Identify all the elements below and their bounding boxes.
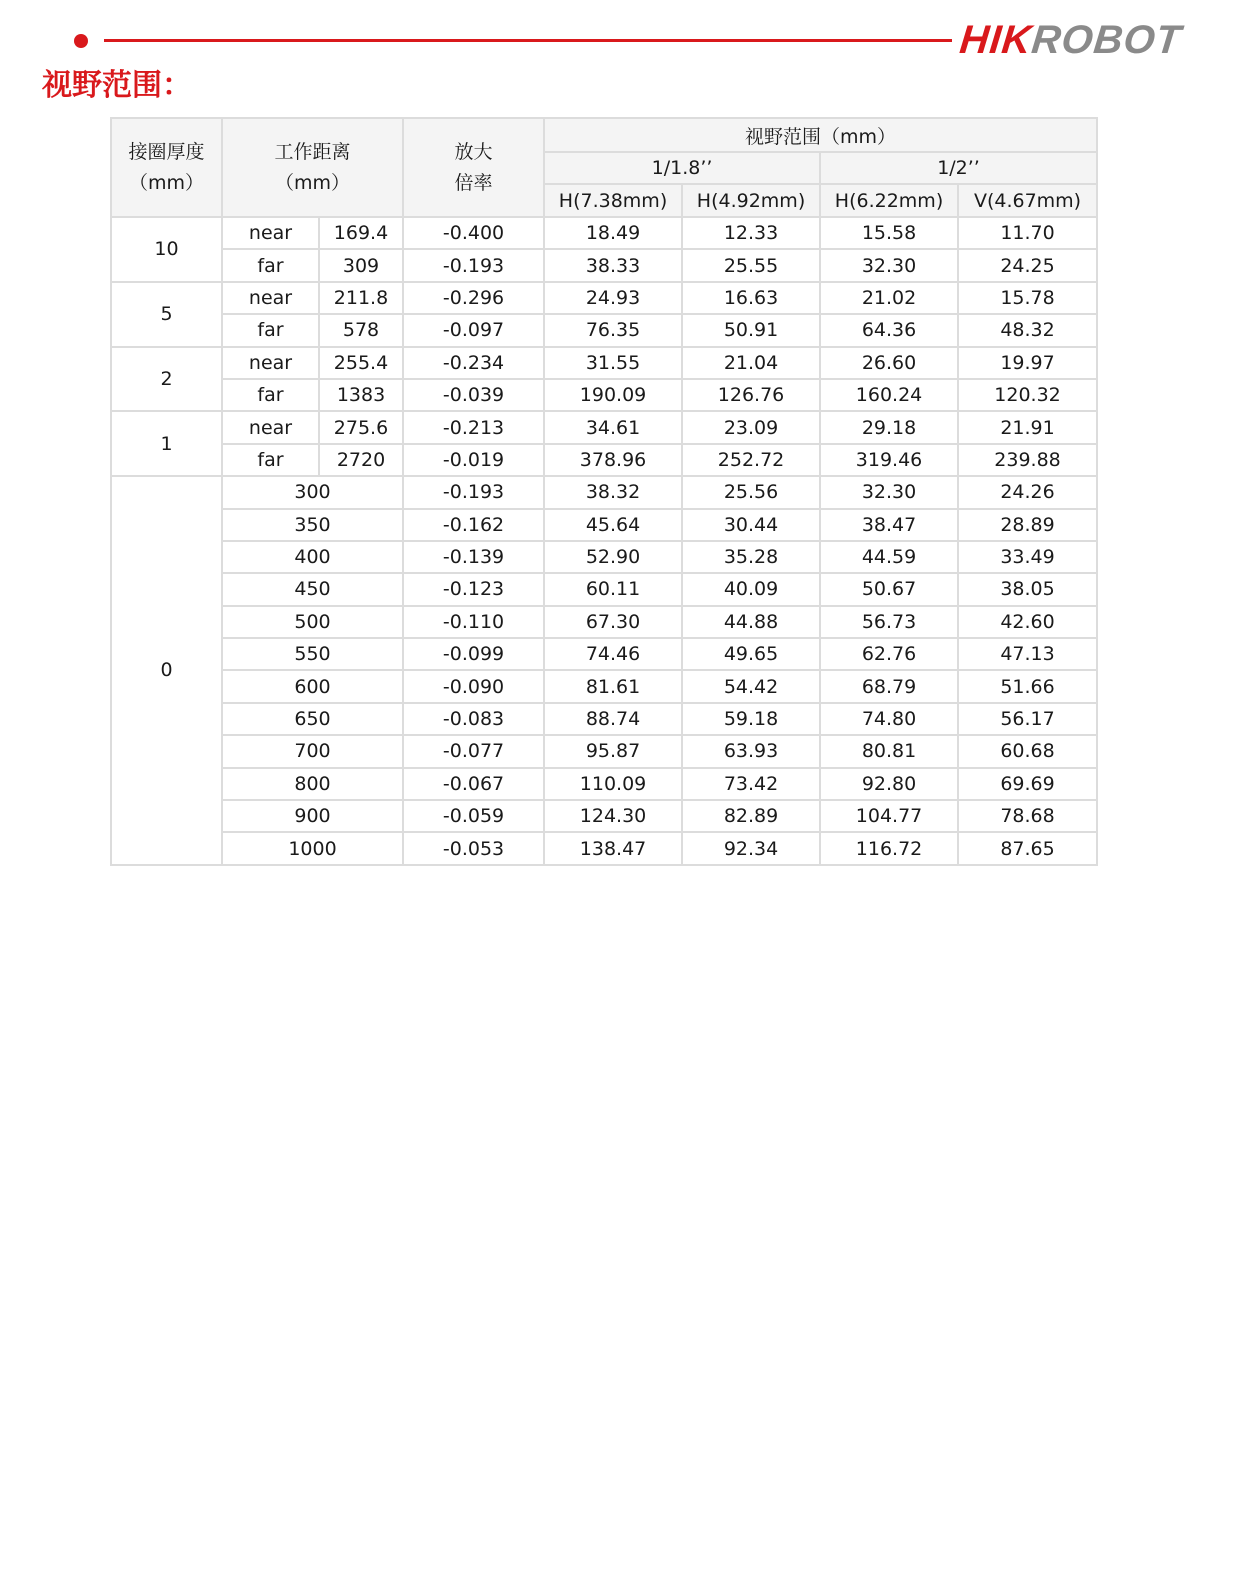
- fov-value-cell: 33.49: [958, 541, 1097, 573]
- fov-value-cell: 21.04: [682, 347, 820, 379]
- fov-value-cell: 190.09: [544, 379, 682, 411]
- position-cell: near: [222, 217, 319, 249]
- header-magnification: [403, 118, 544, 217]
- working-distance-cell: 450: [222, 573, 403, 605]
- magnification-cell: -0.234: [403, 347, 544, 379]
- logo-hik-text: HIK: [957, 18, 1035, 62]
- header-col-h-4.92: H(4.92mm): [682, 184, 820, 217]
- fov-value-cell: 62.76: [820, 638, 958, 670]
- fov-value-cell: 19.97: [958, 347, 1097, 379]
- position-cell: far: [222, 249, 319, 281]
- fov-value-cell: 44.88: [682, 606, 820, 638]
- field-of-view-table: [110, 117, 1098, 866]
- working-distance-cell: 550: [222, 638, 403, 670]
- ring-thickness-cell: 0: [111, 476, 222, 865]
- magnification-cell: -0.059: [403, 800, 544, 832]
- fov-value-cell: 29.18: [820, 411, 958, 443]
- fov-value-cell: 26.60: [820, 347, 958, 379]
- section-title: 视野范围：: [42, 68, 192, 103]
- fov-value-cell: 49.65: [682, 638, 820, 670]
- fov-value-cell: 76.35: [544, 314, 682, 346]
- fov-value-cell: 64.36: [820, 314, 958, 346]
- fov-value-cell: 50.67: [820, 573, 958, 605]
- magnification-cell: -0.099: [403, 638, 544, 670]
- fov-value-cell: 15.78: [958, 282, 1097, 314]
- magnification-cell: -0.039: [403, 379, 544, 411]
- working-distance-cell: 800: [222, 768, 403, 800]
- fov-value-cell: 21.91: [958, 411, 1097, 443]
- working-distance-cell: 309: [319, 249, 403, 281]
- header-sensor-1-2: 1/2’’: [820, 152, 1097, 184]
- magnification-cell: -0.110: [403, 606, 544, 638]
- header-ring-thickness-line1: 接圈厚度: [128, 140, 205, 163]
- fov-value-cell: 15.58: [820, 217, 958, 249]
- fov-value-cell: 92.34: [682, 832, 820, 864]
- fov-value-cell: 35.28: [682, 541, 820, 573]
- working-distance-cell: 350: [222, 509, 403, 541]
- table-row: [111, 703, 1097, 735]
- working-distance-cell: 275.6: [319, 411, 403, 443]
- magnification-cell: -0.139: [403, 541, 544, 573]
- table-row: [111, 573, 1097, 605]
- working-distance-cell: 169.4: [319, 217, 403, 249]
- fov-value-cell: 92.80: [820, 768, 958, 800]
- fov-value-cell: 60.68: [958, 735, 1097, 767]
- fov-value-cell: 67.30: [544, 606, 682, 638]
- position-cell: far: [222, 314, 319, 346]
- fov-value-cell: 69.69: [958, 768, 1097, 800]
- fov-value-cell: 104.77: [820, 800, 958, 832]
- fov-value-cell: 38.32: [544, 476, 682, 508]
- table-row: [111, 314, 1097, 346]
- fov-value-cell: 38.33: [544, 249, 682, 281]
- fov-value-cell: 51.66: [958, 670, 1097, 702]
- fov-value-cell: 74.80: [820, 703, 958, 735]
- header-magnification-line1: 放大: [454, 140, 493, 163]
- fov-value-cell: 60.11: [544, 573, 682, 605]
- fov-value-cell: 28.89: [958, 509, 1097, 541]
- fov-value-cell: 73.42: [682, 768, 820, 800]
- fov-value-cell: 25.55: [682, 249, 820, 281]
- header-working-distance: [222, 118, 403, 217]
- working-distance-cell: 500: [222, 606, 403, 638]
- magnification-cell: -0.162: [403, 509, 544, 541]
- ring-thickness-cell: 10: [111, 217, 222, 282]
- fov-value-cell: 110.09: [544, 768, 682, 800]
- fov-value-cell: 12.33: [682, 217, 820, 249]
- table-body: [111, 217, 1097, 865]
- fov-value-cell: 52.90: [544, 541, 682, 573]
- table-row: [111, 282, 1097, 314]
- ring-thickness-cell: 5: [111, 282, 222, 347]
- working-distance-cell: 650: [222, 703, 403, 735]
- table-row: [111, 638, 1097, 670]
- fov-value-cell: 31.55: [544, 347, 682, 379]
- fov-value-cell: 32.30: [820, 249, 958, 281]
- header-sensor-1-1.8: 1/1.8’’: [544, 152, 820, 184]
- fov-value-cell: 47.13: [958, 638, 1097, 670]
- fov-value-cell: 126.76: [682, 379, 820, 411]
- fov-value-cell: 124.30: [544, 800, 682, 832]
- fov-value-cell: 50.91: [682, 314, 820, 346]
- header-field-of-view: 视野范围（mm）: [544, 118, 1097, 152]
- working-distance-cell: 2720: [319, 444, 403, 476]
- table-row: [111, 832, 1097, 864]
- header-col-v-4.67: V(4.67mm): [958, 184, 1097, 217]
- fov-value-cell: 95.87: [544, 735, 682, 767]
- fov-value-cell: 18.49: [544, 217, 682, 249]
- fov-value-cell: 45.64: [544, 509, 682, 541]
- working-distance-cell: 900: [222, 800, 403, 832]
- fov-value-cell: 25.56: [682, 476, 820, 508]
- fov-value-cell: 59.18: [682, 703, 820, 735]
- fov-value-cell: 48.32: [958, 314, 1097, 346]
- fov-value-cell: 68.79: [820, 670, 958, 702]
- magnification-cell: -0.090: [403, 670, 544, 702]
- magnification-cell: -0.123: [403, 573, 544, 605]
- ring-thickness-cell: 1: [111, 411, 222, 476]
- header-col-h-7.38: H(7.38mm): [544, 184, 682, 217]
- table-row: [111, 347, 1097, 379]
- fov-value-cell: 80.81: [820, 735, 958, 767]
- table-row: [111, 444, 1097, 476]
- working-distance-cell: 255.4: [319, 347, 403, 379]
- fov-value-cell: 38.47: [820, 509, 958, 541]
- working-distance-cell: 211.8: [319, 282, 403, 314]
- fov-value-cell: 138.47: [544, 832, 682, 864]
- magnification-cell: -0.193: [403, 476, 544, 508]
- magnification-cell: -0.213: [403, 411, 544, 443]
- fov-value-cell: 16.63: [682, 282, 820, 314]
- fov-value-cell: 56.17: [958, 703, 1097, 735]
- working-distance-cell: 700: [222, 735, 403, 767]
- logo-robot-text: ROBOT: [1029, 18, 1184, 62]
- fov-value-cell: 63.93: [682, 735, 820, 767]
- table-row: [111, 217, 1097, 249]
- magnification-cell: -0.097: [403, 314, 544, 346]
- fov-value-cell: 81.61: [544, 670, 682, 702]
- fov-value-cell: 44.59: [820, 541, 958, 573]
- magnification-cell: -0.083: [403, 703, 544, 735]
- header-ring-thickness: [111, 118, 222, 217]
- table-row: [111, 509, 1097, 541]
- header-magnification-line2: 倍率: [454, 171, 493, 194]
- magnification-cell: -0.053: [403, 832, 544, 864]
- position-cell: near: [222, 282, 319, 314]
- working-distance-cell: 1383: [319, 379, 403, 411]
- table-row: [111, 411, 1097, 443]
- fov-value-cell: 56.73: [820, 606, 958, 638]
- fov-value-cell: 11.70: [958, 217, 1097, 249]
- fov-value-cell: 82.89: [682, 800, 820, 832]
- fov-value-cell: 30.44: [682, 509, 820, 541]
- working-distance-cell: 600: [222, 670, 403, 702]
- magnification-cell: -0.019: [403, 444, 544, 476]
- position-cell: near: [222, 347, 319, 379]
- fov-value-cell: 239.88: [958, 444, 1097, 476]
- fov-value-cell: 78.68: [958, 800, 1097, 832]
- header-working-distance-line1: 工作距离: [274, 140, 351, 163]
- fov-value-cell: 74.46: [544, 638, 682, 670]
- fov-value-cell: 21.02: [820, 282, 958, 314]
- header-divider-line: [104, 39, 952, 42]
- working-distance-cell: 1000: [222, 832, 403, 864]
- fov-value-cell: 319.46: [820, 444, 958, 476]
- header-ring-thickness-line2: （mm）: [128, 171, 205, 194]
- table-row: [111, 768, 1097, 800]
- table-row: [111, 249, 1097, 281]
- fov-value-cell: 23.09: [682, 411, 820, 443]
- header-working-distance-line2: （mm）: [274, 171, 351, 194]
- table-row: [111, 800, 1097, 832]
- table-row: [111, 379, 1097, 411]
- fov-value-cell: 88.74: [544, 703, 682, 735]
- fov-value-cell: 38.05: [958, 573, 1097, 605]
- fov-value-cell: 40.09: [682, 573, 820, 605]
- fov-value-cell: 24.26: [958, 476, 1097, 508]
- fov-value-cell: 24.25: [958, 249, 1097, 281]
- fov-value-cell: 252.72: [682, 444, 820, 476]
- fov-value-cell: 24.93: [544, 282, 682, 314]
- working-distance-cell: 400: [222, 541, 403, 573]
- fov-value-cell: 378.96: [544, 444, 682, 476]
- fov-value-cell: 87.65: [958, 832, 1097, 864]
- position-cell: far: [222, 379, 319, 411]
- ring-thickness-cell: 2: [111, 347, 222, 412]
- table-row: [111, 476, 1097, 508]
- fov-value-cell: 120.32: [958, 379, 1097, 411]
- fov-value-cell: 116.72: [820, 832, 958, 864]
- table-row: [111, 735, 1097, 767]
- fov-value-cell: 34.61: [544, 411, 682, 443]
- table-row: [111, 606, 1097, 638]
- magnification-cell: -0.067: [403, 768, 544, 800]
- fov-value-cell: 42.60: [958, 606, 1097, 638]
- table-row: [111, 670, 1097, 702]
- magnification-cell: -0.077: [403, 735, 544, 767]
- fov-value-cell: 32.30: [820, 476, 958, 508]
- table-row: [111, 541, 1097, 573]
- magnification-cell: -0.193: [403, 249, 544, 281]
- working-distance-cell: 578: [319, 314, 403, 346]
- magnification-cell: -0.296: [403, 282, 544, 314]
- magnification-cell: -0.400: [403, 217, 544, 249]
- position-cell: near: [222, 411, 319, 443]
- position-cell: far: [222, 444, 319, 476]
- hikrobot-logo: [957, 16, 1183, 64]
- working-distance-cell: 300: [222, 476, 403, 508]
- fov-value-cell: 54.42: [682, 670, 820, 702]
- header-bullet-dot: [74, 34, 88, 48]
- header-col-h-6.22: H(6.22mm): [820, 184, 958, 217]
- fov-value-cell: 160.24: [820, 379, 958, 411]
